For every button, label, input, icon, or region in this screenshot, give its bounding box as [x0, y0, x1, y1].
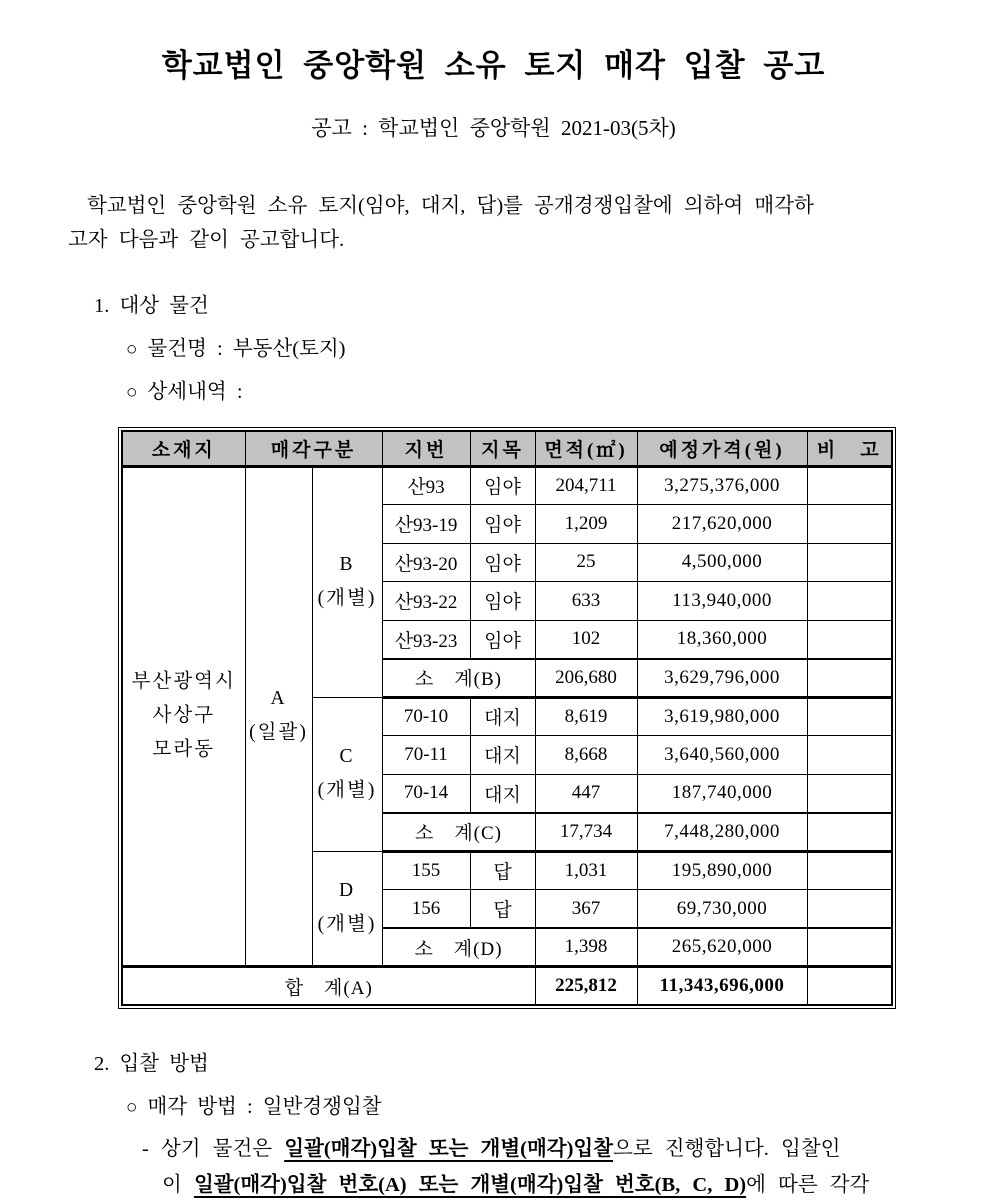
area-cell: 1,031 [535, 851, 637, 890]
remarks-cell [807, 466, 892, 505]
group-a-cell [245, 466, 312, 967]
area-cell: 447 [535, 774, 637, 813]
note-suffix: 에 따른 각각 [746, 1174, 870, 1196]
remarks-cell [807, 659, 892, 698]
land-category-cell: 임야 [470, 505, 535, 544]
remarks-cell [807, 697, 892, 736]
land-table [121, 430, 893, 1006]
group-type: (개별) [317, 780, 377, 801]
circle-bullet-icon: ○ [126, 382, 138, 403]
area-cell: 1,209 [535, 505, 637, 544]
remarks-cell [807, 505, 892, 544]
total-label: 합 계(A) [122, 967, 535, 1006]
total-row [122, 967, 892, 1006]
price-cell: 113,940,000 [637, 582, 807, 621]
land-category-cell: 답 [470, 890, 535, 929]
remarks-cell [807, 813, 892, 852]
lot-number-cell: 산93-19 [382, 505, 470, 544]
item-text: 물건명 : 부동산(토지) [147, 338, 346, 360]
group-label: B [339, 554, 355, 575]
land-category-cell: 임야 [470, 582, 535, 621]
header-estimated-price: 예정가격(원) [637, 431, 807, 466]
area-cell: 8,619 [535, 697, 637, 736]
land-table-frame [118, 427, 896, 1009]
remarks-cell [807, 851, 892, 890]
total-price: 11,343,696,000 [637, 967, 807, 1006]
total-area: 225,812 [535, 967, 637, 1006]
item-text: 상세내역 : [147, 381, 243, 403]
subtotal-price: 7,448,280,000 [637, 813, 807, 852]
bid-method-note-line-2 [162, 1167, 987, 1203]
subtotal-area: 1,398 [535, 928, 637, 967]
price-cell: 4,500,000 [637, 543, 807, 582]
bid-method-note-line-1 [142, 1131, 987, 1167]
land-category-cell: 임야 [470, 466, 535, 505]
header-sale-group: 매각구분 [245, 431, 382, 466]
group-type: (개별) [317, 914, 377, 936]
location-line: 사상구 [152, 705, 215, 727]
subtotal-price: 3,629,796,000 [637, 659, 807, 698]
document-subtitle: 공고 : 학교법인 중앙학원 2021-03(5차) [311, 116, 676, 140]
price-cell: 69,730,000 [637, 890, 807, 929]
lot-number-cell: 70-14 [382, 774, 470, 813]
remarks-cell [807, 582, 892, 621]
lot-number-cell: 산93-22 [382, 582, 470, 621]
price-cell: 195,890,000 [637, 851, 807, 890]
circle-bullet-icon: ○ [126, 1097, 138, 1118]
lot-number-cell: 70-11 [382, 736, 470, 775]
header-remarks: 비 고 [807, 431, 892, 466]
remarks-cell [807, 967, 892, 1006]
area-cell: 25 [535, 543, 637, 582]
note-emphasis: 일괄(매각)입찰 또는 개별(매각)입찰 [284, 1138, 614, 1160]
subtotal-area: 17,734 [535, 813, 637, 852]
price-cell: 3,619,980,000 [637, 697, 807, 736]
remarks-cell [807, 620, 892, 659]
intro-paragraph [68, 189, 921, 257]
area-cell: 367 [535, 890, 637, 929]
land-category-cell: 대지 [470, 697, 535, 736]
area-cell: 204,711 [535, 466, 637, 505]
group-c-cell [312, 697, 382, 851]
section-2-heading: 2. 입찰 방법 [94, 1053, 209, 1075]
land-category-cell: 임야 [470, 543, 535, 582]
lot-number-cell: 산93 [382, 466, 470, 505]
group-b-cell [312, 466, 382, 697]
header-location: 소재지 [122, 431, 245, 466]
price-cell: 3,640,560,000 [637, 736, 807, 775]
subtotal-label: 소 계(C) [382, 813, 535, 852]
remarks-cell [807, 736, 892, 775]
note-prefix: - 상기 물건은 [142, 1138, 285, 1160]
price-cell: 217,620,000 [637, 505, 807, 544]
lot-number-cell: 70-10 [382, 697, 470, 736]
document-page [0, 40, 987, 1196]
remarks-cell [807, 774, 892, 813]
location-cell [122, 466, 245, 967]
price-cell: 18,360,000 [637, 620, 807, 659]
location-line: 모라동 [152, 739, 215, 761]
section-1-heading: 1. 대상 물건 [94, 295, 209, 317]
land-category-cell: 대지 [470, 736, 535, 775]
subtotal-label: 소 계(D) [382, 928, 535, 967]
lot-number-cell: 산93-23 [382, 620, 470, 659]
land-category-cell: 대지 [470, 774, 535, 813]
area-cell: 102 [535, 620, 637, 659]
remarks-cell [807, 928, 892, 967]
document-title: 학교법인 중앙학원 소유 토지 매각 입찰 공고 [161, 48, 826, 83]
header-land-category: 지목 [470, 431, 535, 466]
table-row [122, 466, 892, 505]
lot-number-cell: 155 [382, 851, 470, 890]
section-1-item-property-name [126, 331, 987, 361]
note-prefix: 이 [162, 1174, 194, 1196]
group-type: (개별) [317, 588, 377, 609]
group-label: D [338, 880, 356, 902]
land-category-cell: 답 [470, 851, 535, 890]
header-lot-number: 지번 [382, 431, 470, 466]
area-cell: 8,668 [535, 736, 637, 775]
lot-number-cell: 156 [382, 890, 470, 929]
group-d-cell [312, 851, 382, 967]
section-2-item-sale-method [126, 1089, 987, 1119]
land-category-cell: 임야 [470, 620, 535, 659]
intro-line-2: 고자 다음과 같이 공고합니다. [68, 229, 345, 251]
note-suffix: 으로 진행합니다. 입찰인 [613, 1138, 841, 1160]
subtotal-area: 206,680 [535, 659, 637, 698]
group-label: C [339, 746, 355, 767]
area-cell: 633 [535, 582, 637, 621]
circle-bullet-icon: ○ [126, 339, 138, 360]
remarks-cell [807, 890, 892, 929]
item-text: 매각 방법 : 일반경쟁입찰 [147, 1096, 382, 1118]
group-label: A [270, 688, 287, 710]
table-header-row [122, 431, 892, 466]
intro-line-1: 학교법인 중앙학원 소유 토지(임야, 대지, 답)를 공개경쟁입찰에 의하여 매각하 [87, 195, 814, 217]
subtotal-label: 소 계(B) [382, 659, 535, 698]
subtotal-price: 265,620,000 [637, 928, 807, 967]
price-cell: 187,740,000 [637, 774, 807, 813]
section-1-item-details [126, 374, 987, 404]
lot-number-cell: 산93-20 [382, 543, 470, 582]
note-emphasis: 일괄(매각)입찰 번호(A) 또는 개별(매각)입찰 번호(B, C, D) [193, 1174, 747, 1196]
group-type: (일괄) [249, 722, 308, 744]
location-line: 부산광역시 [131, 671, 236, 693]
remarks-cell [807, 543, 892, 582]
header-area: 면적(㎡) [535, 431, 637, 466]
price-cell: 3,275,376,000 [637, 466, 807, 505]
